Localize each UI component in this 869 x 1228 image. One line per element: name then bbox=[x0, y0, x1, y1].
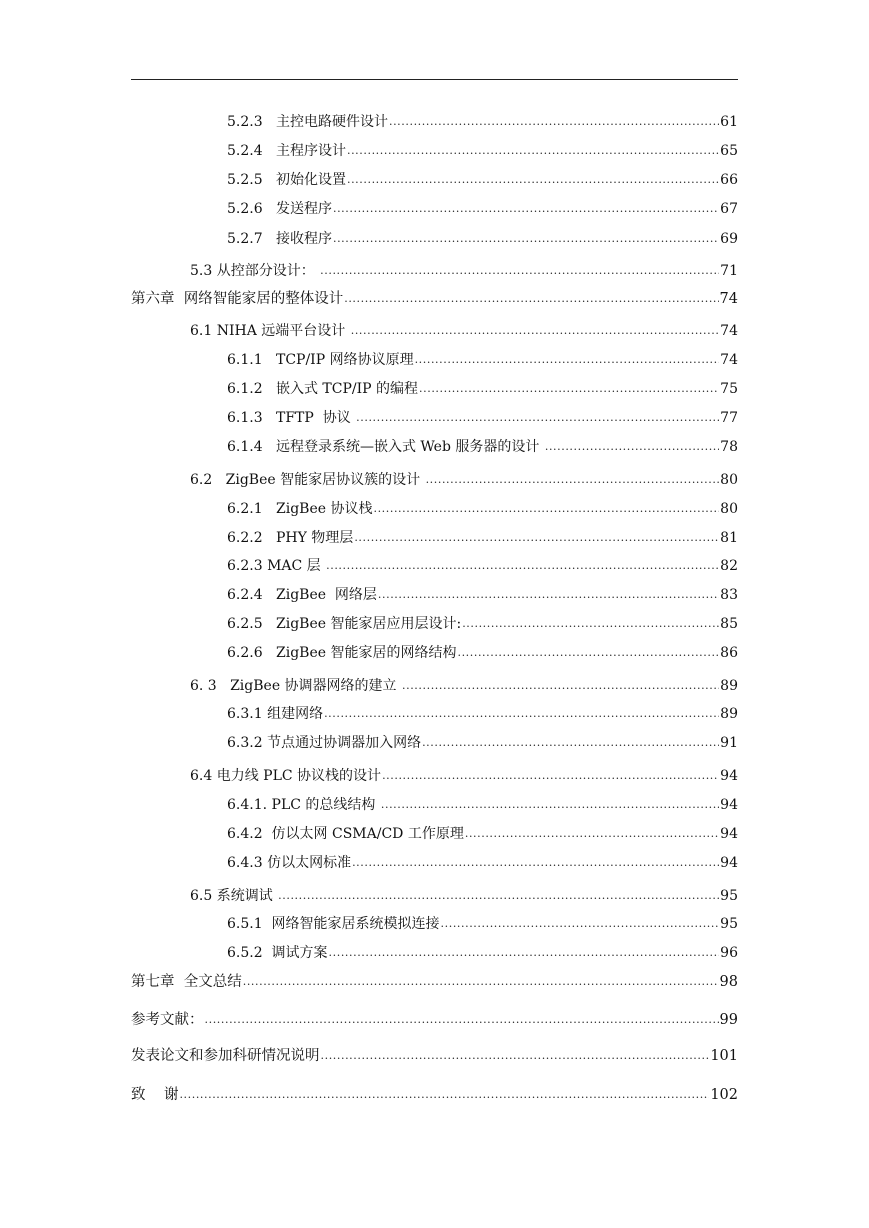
toc-entry-title: 主控电路硬件设计 bbox=[275, 114, 388, 130]
toc-entry-number: 6.4.2 bbox=[227, 826, 263, 842]
toc-entry-separator bbox=[263, 379, 276, 399]
dot-leader bbox=[426, 469, 720, 490]
toc-entry-separator bbox=[263, 199, 276, 219]
toc-entry-number: 5.2.3 bbox=[227, 114, 263, 130]
toc-entry[interactable] bbox=[190, 470, 738, 490]
dot-leader bbox=[354, 527, 719, 548]
toc-entry-title: PHY 物理层 bbox=[275, 530, 354, 546]
toc-entry[interactable] bbox=[227, 408, 738, 428]
dot-leader bbox=[381, 794, 719, 815]
toc-entry-page-number: 66 bbox=[720, 172, 738, 188]
toc-entry-separator bbox=[146, 1085, 164, 1105]
toc-entry-title: ZigBee 协调器网络的建立 bbox=[230, 678, 402, 694]
toc-entry-separator bbox=[263, 408, 276, 428]
toc-entry-number: 6.5.2 bbox=[227, 945, 263, 961]
toc-entry-number: 6.5.1 bbox=[227, 916, 263, 932]
toc-entry-title: 电力线 PLC 协议栈的设计 bbox=[216, 768, 382, 784]
toc-entry-number: 6.3.2 bbox=[227, 735, 263, 751]
toc-entry-page-number: 67 bbox=[720, 201, 738, 217]
toc-entry[interactable] bbox=[227, 704, 738, 724]
toc-entry-title: 节点通过协调器加入网络 bbox=[267, 735, 422, 751]
toc-entry[interactable] bbox=[131, 1010, 738, 1030]
toc-entry[interactable] bbox=[227, 853, 738, 873]
toc-entry-page-number: 71 bbox=[720, 263, 738, 279]
toc-entry-page-number: 102 bbox=[710, 1087, 738, 1103]
dot-leader bbox=[333, 198, 719, 219]
toc-entry-number: 第七章 bbox=[131, 974, 175, 990]
toc-entry-number: 6.1.4 bbox=[227, 439, 263, 455]
toc-entry-page-number: 98 bbox=[719, 974, 738, 990]
toc-entry-number: 5.2.5 bbox=[227, 172, 263, 188]
toc-entry[interactable] bbox=[190, 676, 738, 696]
toc-entry-title: 调试方案 bbox=[271, 945, 328, 961]
toc-entry-title: PLC 的总线结构 bbox=[271, 797, 380, 813]
toc-entry-number: 6.2 bbox=[190, 472, 213, 488]
toc-entry[interactable] bbox=[227, 379, 738, 399]
toc-entry-title: 参考文献： bbox=[131, 1012, 204, 1028]
toc-entry[interactable] bbox=[227, 795, 738, 815]
toc-entry-title: ZigBee 智能家居协议簇的设计 bbox=[225, 472, 425, 488]
toc-entry[interactable] bbox=[190, 261, 738, 281]
dot-leader bbox=[462, 613, 719, 634]
toc-entry-title: 发送程序 bbox=[275, 201, 332, 217]
toc-entry[interactable] bbox=[227, 199, 738, 219]
toc-entry-number: 6.2.6 bbox=[227, 645, 263, 661]
dot-leader bbox=[441, 913, 720, 934]
toc-entry[interactable] bbox=[227, 437, 738, 457]
toc-entry-separator bbox=[263, 585, 276, 605]
toc-entry-separator bbox=[263, 141, 276, 161]
toc-entry-page-number: 74 bbox=[720, 352, 738, 368]
dot-leader bbox=[378, 584, 719, 605]
toc-entry[interactable] bbox=[227, 499, 738, 519]
toc-entry-separator bbox=[263, 229, 276, 249]
toc-entry[interactable] bbox=[227, 585, 738, 605]
toc-entry-page-number: 74 bbox=[719, 291, 738, 307]
toc-entry-page-number: 61 bbox=[720, 114, 738, 130]
toc-entry-number: 6.1.2 bbox=[227, 381, 263, 397]
toc-entry[interactable] bbox=[131, 1085, 738, 1105]
dot-leader bbox=[389, 111, 719, 132]
toc-entry-page-number: 95 bbox=[720, 888, 738, 904]
dot-leader bbox=[320, 260, 719, 281]
toc-entry[interactable] bbox=[227, 112, 738, 132]
toc-entry-page-number: 83 bbox=[720, 587, 738, 603]
dot-leader bbox=[373, 498, 719, 519]
toc-entry-title: ZigBee 智能家居的网络结构 bbox=[275, 645, 457, 661]
toc-entry-page-number: 94 bbox=[720, 855, 738, 871]
toc-entry[interactable] bbox=[227, 141, 738, 161]
toc-entry-title: ZigBee 智能家居应用层设计: bbox=[275, 616, 462, 632]
toc-entry-number: 6.2.5 bbox=[227, 616, 263, 632]
toc-entry-title: ZigBee 协议栈 bbox=[275, 501, 373, 517]
dot-leader bbox=[422, 732, 719, 753]
toc-entry-number: 6.2.1 bbox=[227, 501, 263, 517]
dot-leader bbox=[326, 555, 719, 576]
toc-entry-page-number: 89 bbox=[720, 678, 738, 694]
toc-entry[interactable] bbox=[131, 972, 738, 992]
dot-leader bbox=[419, 378, 719, 399]
toc-entry-separator bbox=[212, 470, 225, 490]
toc-entry[interactable] bbox=[227, 350, 738, 370]
toc-entry-number: 5.2.7 bbox=[227, 231, 263, 247]
dot-leader bbox=[321, 1045, 710, 1066]
toc-entry-title: 网络智能家居系统模拟连接 bbox=[271, 916, 440, 932]
toc-entry-separator bbox=[175, 972, 184, 992]
toc-entry-number: 6.1.1 bbox=[227, 352, 263, 368]
toc-entry[interactable] bbox=[190, 886, 738, 906]
toc-entry-separator bbox=[263, 350, 276, 370]
toc-entry-title: ZigBee 网络层 bbox=[275, 587, 377, 603]
toc-entry-separator bbox=[263, 914, 272, 934]
toc-entry-page-number: 77 bbox=[720, 410, 738, 426]
toc-entry[interactable] bbox=[227, 824, 738, 844]
toc-entry-page-number: 99 bbox=[719, 1012, 738, 1028]
toc-entry-page-number: 65 bbox=[720, 143, 738, 159]
toc-entry[interactable] bbox=[190, 321, 738, 341]
dot-leader bbox=[465, 823, 719, 844]
toc-entry-number: 6.1.3 bbox=[227, 410, 263, 426]
toc-entry[interactable] bbox=[227, 229, 738, 249]
toc-entry-title: 全文总结 bbox=[183, 974, 242, 990]
toc-entry[interactable] bbox=[227, 643, 738, 663]
toc-entry-number: 6.4 bbox=[190, 768, 213, 784]
toc-entry-title: 谢 bbox=[163, 1087, 179, 1103]
toc-entry[interactable] bbox=[227, 170, 738, 190]
dot-leader bbox=[382, 765, 719, 786]
toc-entry-title: 仿以太网标准 bbox=[267, 855, 352, 871]
toc-entry-separator bbox=[263, 614, 276, 634]
toc-entry-separator bbox=[263, 528, 276, 548]
toc-entry-number: 6.4.3 bbox=[227, 855, 263, 871]
toc-entry-page-number: 89 bbox=[720, 706, 738, 722]
toc-entry-title: TCP/IP 网络协议原理 bbox=[275, 352, 414, 368]
toc-entry-title: 网络智能家居的整体设计 bbox=[183, 291, 344, 307]
dot-leader bbox=[356, 407, 719, 428]
dot-leader bbox=[243, 971, 719, 992]
toc-entry[interactable] bbox=[131, 1046, 738, 1066]
toc-entry-separator bbox=[263, 112, 276, 132]
toc-entry-page-number: 74 bbox=[720, 323, 738, 339]
toc-entry-page-number: 86 bbox=[720, 645, 738, 661]
toc-entry-page-number: 75 bbox=[720, 381, 738, 397]
toc-entry-title: 远程登录系统—嵌入式 Web 服务器的设计 bbox=[275, 439, 544, 455]
toc-entry-title: 初始化设置 bbox=[275, 172, 346, 188]
toc-entry-page-number: 94 bbox=[720, 768, 738, 784]
toc-entry[interactable] bbox=[131, 289, 738, 309]
toc-entry-title: 系统调试 bbox=[216, 888, 278, 904]
dot-leader bbox=[324, 703, 719, 724]
toc-entry-number: 6.5 bbox=[190, 888, 213, 904]
dot-leader bbox=[333, 228, 719, 249]
toc-entry-separator bbox=[217, 676, 230, 696]
toc-entry-number: 致 bbox=[131, 1087, 146, 1103]
dot-leader bbox=[415, 349, 720, 370]
toc-entry[interactable] bbox=[190, 766, 738, 786]
toc-entry-number: 6.4.1. bbox=[227, 797, 268, 813]
toc-entry-page-number: 94 bbox=[720, 826, 738, 842]
toc-entry-page-number: 78 bbox=[720, 439, 738, 455]
toc-entry-separator bbox=[263, 499, 276, 519]
dot-leader bbox=[344, 288, 718, 309]
toc-entry[interactable] bbox=[227, 528, 738, 548]
toc-entry-title: 接收程序 bbox=[275, 231, 332, 247]
toc-entry-title: MAC 层 bbox=[267, 558, 326, 574]
toc-entry-title: TFTP 协议 bbox=[275, 410, 356, 426]
toc-entry-separator bbox=[263, 437, 276, 457]
dot-leader bbox=[329, 942, 720, 963]
dot-leader bbox=[205, 1009, 719, 1030]
dot-leader bbox=[278, 885, 719, 906]
toc-entry[interactable] bbox=[227, 733, 738, 753]
toc-entry[interactable] bbox=[227, 556, 738, 576]
dot-leader bbox=[347, 140, 719, 161]
toc-entry-number: 6.2.2 bbox=[227, 530, 263, 546]
toc-entry-title: 嵌入式 TCP/IP 的编程 bbox=[275, 381, 419, 397]
dot-leader bbox=[457, 642, 719, 663]
toc-entry-number: 6.3.1 bbox=[227, 706, 263, 722]
toc-entry-page-number: 80 bbox=[720, 501, 738, 517]
toc-entry-separator bbox=[263, 170, 276, 190]
toc-entry-number: 5.3 bbox=[190, 263, 213, 279]
toc-entry-separator bbox=[263, 824, 272, 844]
toc-entry-number: 6.2.4 bbox=[227, 587, 263, 603]
dot-leader bbox=[179, 1084, 709, 1105]
toc-entry-title: 发表论文和参加科研情况说明 bbox=[131, 1048, 320, 1064]
toc-entry-separator bbox=[263, 943, 272, 963]
toc-entry-page-number: 101 bbox=[710, 1048, 738, 1064]
toc-entry-page-number: 91 bbox=[720, 735, 738, 751]
dot-leader bbox=[347, 169, 719, 190]
toc-entry[interactable] bbox=[227, 914, 738, 934]
toc-entry-title: 从控部分设计： bbox=[216, 263, 320, 279]
toc-entry-page-number: 82 bbox=[720, 558, 738, 574]
dot-leader bbox=[351, 320, 719, 341]
toc-entry-title: 主程序设计 bbox=[275, 143, 346, 159]
toc-entry-page-number: 85 bbox=[720, 616, 738, 632]
toc-entry-number: 6.2.3 bbox=[227, 558, 263, 574]
toc-entry-title: 组建网络 bbox=[267, 706, 324, 722]
toc-entry-number: 6. 3 bbox=[190, 678, 217, 694]
toc-entry-title: 仿以太网 CSMA/CD 工作原理 bbox=[271, 826, 464, 842]
toc-entry-separator bbox=[175, 289, 184, 309]
toc-entry-number: 5.2.4 bbox=[227, 143, 263, 159]
toc-entry-page-number: 94 bbox=[720, 797, 738, 813]
toc-entry-page-number: 81 bbox=[720, 530, 738, 546]
dot-leader bbox=[545, 436, 719, 457]
toc-entry[interactable] bbox=[227, 614, 738, 634]
dot-leader bbox=[402, 675, 719, 696]
toc-entry-number: 6.1 bbox=[190, 323, 213, 339]
toc-entry-number: 第六章 bbox=[131, 291, 175, 307]
toc-entry[interactable] bbox=[227, 943, 738, 963]
toc-entry-separator bbox=[263, 643, 276, 663]
toc-entry-page-number: 69 bbox=[720, 231, 738, 247]
toc-entry-page-number: 96 bbox=[720, 945, 738, 961]
toc-entry-title: NIHA 远端平台设计 bbox=[216, 323, 350, 339]
toc-entry-page-number: 80 bbox=[720, 472, 738, 488]
dot-leader bbox=[352, 852, 719, 873]
toc-entry-number: 5.2.6 bbox=[227, 201, 263, 217]
toc-entry-page-number: 95 bbox=[720, 916, 738, 932]
